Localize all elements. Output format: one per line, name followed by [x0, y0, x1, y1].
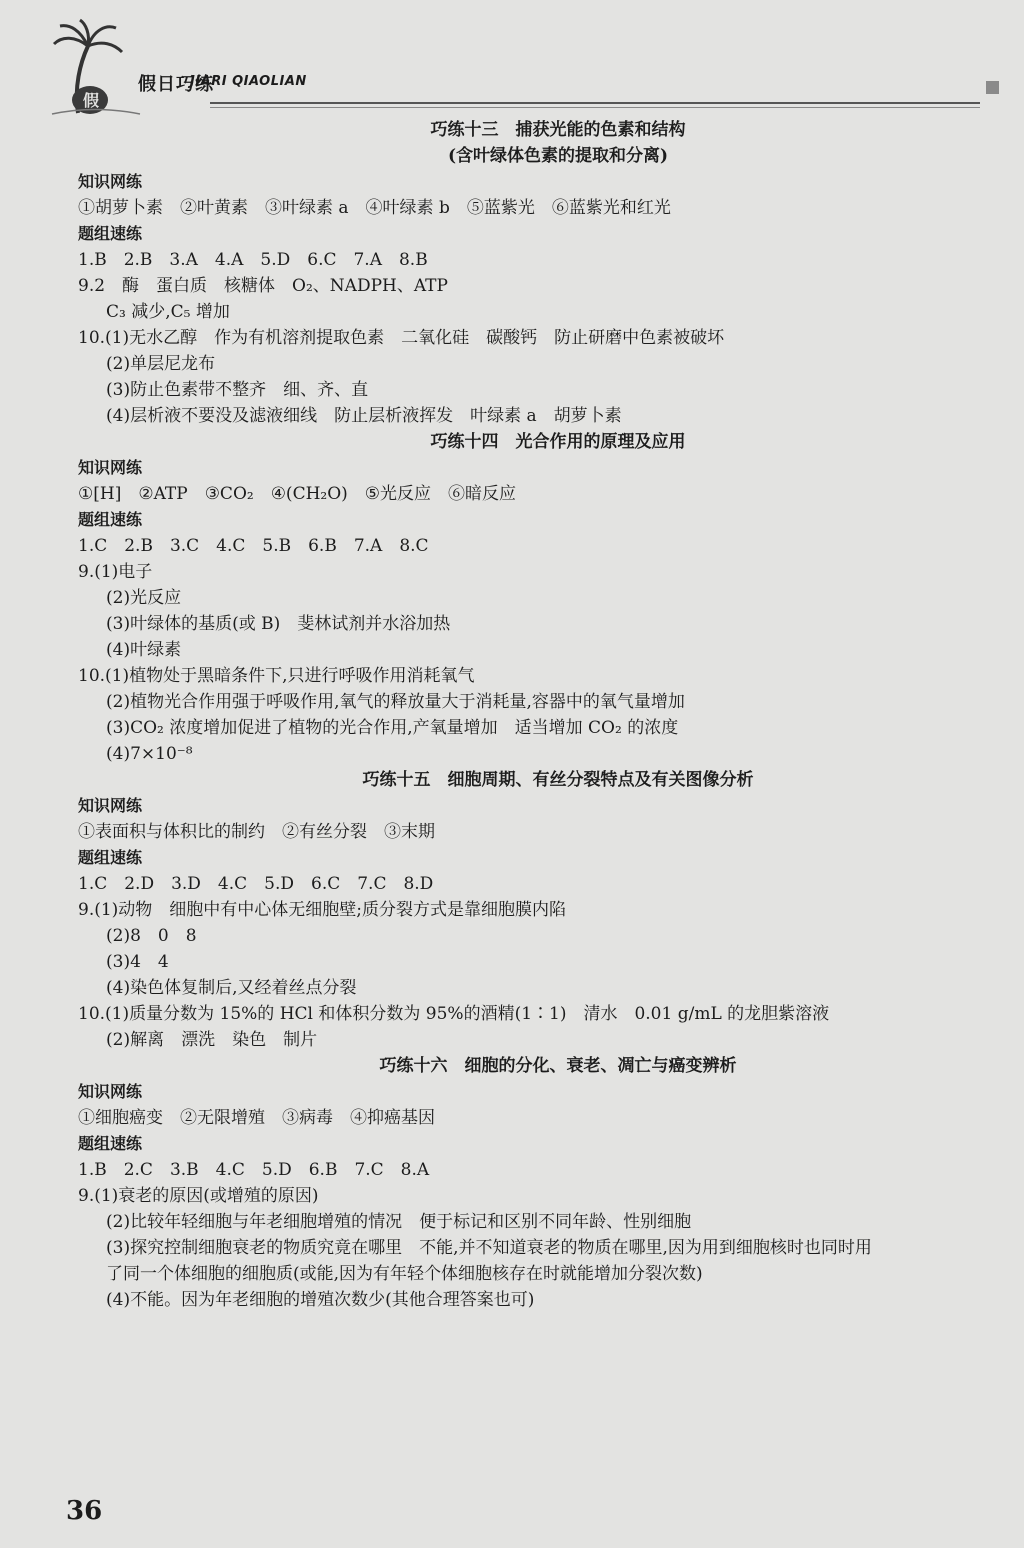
answer-line: (4)叶绿素 — [106, 640, 182, 660]
brand-subtitle: JIARI QIAOLIAN — [190, 74, 307, 89]
answer-line: 1.B 2.C 3.B 4.C 5.D 6.B 7.C 8.A — [78, 1160, 430, 1180]
answer-line: (3)叶绿体的基质(或 B) 斐林试剂并水浴加热 — [106, 614, 451, 634]
answer-line: ①细胞癌变 ②无限增殖 ③病毒 ④抑癌基因 — [78, 1108, 435, 1128]
subsection-heading: 知识网练 — [78, 172, 143, 191]
answer-line: (2)单层尼龙布 — [106, 354, 216, 374]
answer-line: (3)CO₂ 浓度增加促进了植物的光合作用,产氧量增加 适当增加 CO₂ 的浓度 — [106, 718, 679, 738]
answer-line: (2)光反应 — [106, 588, 182, 608]
section-title: 巧练十六 细胞的分化、衰老、凋亡与癌变辨析 — [379, 1056, 737, 1076]
answer-line: (2)解离 漂洗 染色 制片 — [106, 1030, 318, 1050]
answer-line: 1.B 2.B 3.A 4.A 5.D 6.C 7.A 8.B — [78, 250, 428, 270]
subsection-heading: 知识网练 — [78, 796, 143, 815]
answer-line: 9.(1)电子 — [78, 562, 153, 582]
answer-line: (2)比较年轻细胞与年老细胞增殖的情况 便于标记和区别不同年龄、性别细胞 — [106, 1212, 692, 1232]
answer-line: 1.C 2.D 3.D 4.C 5.D 6.C 7.C 8.D — [78, 874, 434, 894]
subsection-heading: 题组速练 — [78, 510, 143, 529]
answer-line: 了同一个体细胞的细胞质(或能,因为有年轻个体细胞核存在时就能增加分裂次数) — [106, 1264, 703, 1284]
answer-line: (2)8 0 8 — [106, 926, 197, 946]
answer-line: (4)层析液不要没及滤液细线 防止层析液挥发 叶绿素 a 胡萝卜素 — [106, 406, 622, 426]
section-subtitle: (含叶绿体色素的提取和分离) — [447, 146, 669, 166]
answer-content — [78, 117, 998, 1313]
svg-text:假: 假 — [83, 91, 100, 110]
answer-line: (4)染色体复制后,又经着丝点分裂 — [106, 978, 357, 998]
answer-line: 10.(1)植物处于黑暗条件下,只进行呼吸作用消耗氧气 — [78, 666, 475, 686]
subsection-heading: 题组速练 — [78, 224, 143, 243]
answer-line: (3)4 4 — [106, 952, 169, 972]
answer-line: C₃ 减少,C₅ 增加 — [106, 302, 230, 322]
section-title: 巧练十四 光合作用的原理及应用 — [430, 432, 686, 452]
answer-line: (2)植物光合作用强于呼吸作用,氧气的释放量大于消耗量,容器中的氧气量增加 — [106, 692, 685, 712]
answer-line: ①[H] ②ATP ③CO₂ ④(CH₂O) ⑤光反应 ⑥暗反应 — [78, 484, 517, 504]
brand-title: 假日巧练 — [138, 74, 214, 95]
header-divider-thin — [210, 107, 980, 108]
answer-line: 9.(1)衰老的原因(或增殖的原因) — [78, 1186, 319, 1206]
answer-line: 9.(1)动物 细胞中有中心体无细胞壁;质分裂方式是靠细胞膜内陷 — [78, 900, 567, 920]
section-title: 巧练十三 捕获光能的色素和结构 — [430, 120, 686, 140]
answer-line: (3)探究控制细胞衰老的物质究竟在哪里 不能,并不知道衰老的物质在哪里,因为用到细胞核时也同时用 — [106, 1238, 872, 1258]
subsection-heading: 题组速练 — [78, 848, 143, 867]
answer-line: ①胡萝卜素 ②叶黄素 ③叶绿素 a ④叶绿素 b ⑤蓝紫光 ⑥蓝紫光和红光 — [78, 198, 671, 218]
answer-line: (3)防止色素带不整齐 细、齐、直 — [106, 380, 369, 400]
header-divider — [210, 102, 980, 104]
answer-line: ①表面积与体积比的制约 ②有丝分裂 ③末期 — [78, 822, 435, 842]
answer-line: (4)不能。因为年老细胞的增殖次数少(其他合理答案也可) — [106, 1290, 535, 1310]
answer-line: (4)7×10⁻⁸ — [106, 744, 193, 764]
page-header — [50, 18, 1000, 118]
answer-line: 9.2 酶 蛋白质 核糖体 O₂、NADPH、ATP — [78, 276, 448, 296]
subsection-heading: 题组速练 — [78, 1134, 143, 1153]
page-number: 36 — [66, 1496, 103, 1526]
answer-line: 10.(1)质量分数为 15%的 HCl 和体积分数为 95%的酒精(1∶1) 清水 0.01 g/mL 的龙胆紫溶液 — [78, 1004, 830, 1024]
subsection-heading: 知识网练 — [78, 1082, 143, 1101]
subsection-heading: 知识网练 — [78, 458, 143, 477]
corner-marker — [986, 81, 999, 94]
palm-tree-logo-icon — [50, 18, 190, 118]
answer-line: 1.C 2.B 3.C 4.C 5.B 6.B 7.A 8.C — [78, 536, 429, 556]
answer-line: 10.(1)无水乙醇 作为有机溶剂提取色素 二氧化硅 碳酸钙 防止研磨中色素被破坏 — [78, 328, 725, 348]
section-title: 巧练十五 细胞周期、有丝分裂特点及有关图像分析 — [362, 770, 754, 790]
